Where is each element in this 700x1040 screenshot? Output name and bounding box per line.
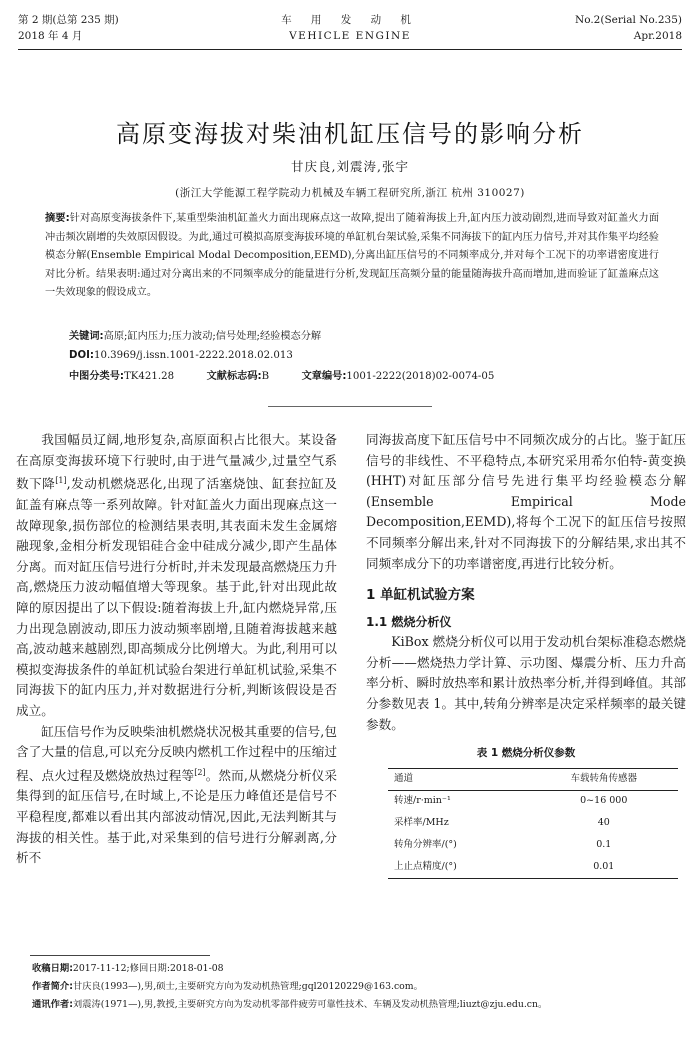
article-number-label: 文章编号: [301,371,347,382]
abstract [45,210,659,303]
abstract-text: 针对高原变海拔条件下,某重型柴油机缸盖火力面出现麻点这一故障,提出了随着海拔上升,缸内压力波动剧烈,进而导致对缸盖火力面冲击频次剧增的失效原因假设。为此,通过可模拟高原变海拔环境的单缸机台架试验,采集不同海拔下的缸内压力信号,并对其作集平均经验模态分解(Ensemble Empirical Modal Decomposition,EEMD),分离出缸压信号的不同频率成分,并对每个工况下的功率谱密度进行对比分析。结果表明:通过对分离出来的不同频率成分的能量进行分析,发现缸压高频分量的能量随海拔升高而增加,进而验证了缸盖麻点这一失效现象的假设成立。 [45,213,660,299]
affiliation: (浙江大学能源工程学院动力机械及车辆工程研究所,浙江 杭州 310027) [175,187,525,199]
parameter-table [388,768,678,879]
abstract-divider [268,406,432,407]
article-number-value: 1001-2222(2018)02-0074-05 [346,371,495,382]
journal-name-en: VEHICLE ENGINE [289,30,411,42]
table-caption: 表 1 燃烧分析仪参数 [476,747,576,760]
table-cell: 0.01 [593,860,615,872]
footnote-author: 作者简介:甘庆良(1993—),男,硕士,主要研究方向为发动机热管理;gql20120229@163.com。 [32,981,423,992]
doc-code-value: B [261,371,270,382]
doc-code-label: 文献标志码: [206,371,262,382]
footnote-corresponding-author: 通讯作者:刘震涛(1971—),男,教授,主要研究方向为发动机零部件疲劳可靠性技术、车辆及发动机热管理;liuzt@zju.edu.cn。 [32,999,548,1010]
table-row [388,790,678,812]
table-cell: 0.1 [596,838,612,850]
table-cell: 转速/r·min⁻¹ [394,795,451,807]
keywords-text: 高原;缸内压力;压力波动;信号处理;经验模态分解 [103,331,322,342]
paragraph: KiBox 燃烧分析仪可以用于发动机台架标准稳态燃烧分析——燃烧热力学计算、示功图、爆震分析、压力升高率分析、瞬时放热率和累计放热率分析,并得到峰值。其部分参数见表 1。其中,转角分辨率是决定采样频率的最关键参数。 [366,634,686,732]
doi-text: 10.3969/j.issn.1001-2222.2018.02.013 [93,350,293,361]
keywords [69,329,321,345]
footnote-divider [30,955,210,956]
serial-date: Apr.2018 [633,30,682,42]
table-row [388,812,678,834]
footnote-dates: 收稿日期:2017-11-12;修回日期:2018-01-08 [32,963,224,974]
clc-label: 中图分类号: [69,371,125,382]
classification [69,369,494,385]
table-header-cell: 通道 [394,772,414,784]
paragraph: 同海拔高度下缸压信号中不同频次成分的占比。鉴于缸压信号的非线性、不平稳特点,本研究采用希尔伯特-黄变换(HHT)对缸压部分信号先进行集平均经验模态分解(Ensemble Empirical Mode Decomposition,EEMD),将每个工况下的缸压信号按照不同频率分解出来,针对不同海拔下的分解结果,求出其不同频率成分下的功率谱密度,再进行比较分析。 [366,432,686,571]
running-header [18,12,682,48]
serial-info [575,12,682,44]
doi-label: DOI: [69,350,94,361]
left-column [16,430,337,869]
journal-name-cn: 车 用 发 动 机 [281,14,419,26]
issue-date: 2018 年 4 月 [18,30,83,42]
right-column [366,430,686,879]
table-row [388,856,678,878]
table-header-row [388,768,678,790]
table-header-cell: 车载转角传感器 [570,772,638,784]
section-heading: 1 单缸机试验方案 [366,587,475,604]
serial-number: No.2(Serial No.235) [575,14,682,26]
paper-title: 高原变海拔对柴油机缸压信号的影响分析 [116,120,584,148]
doi [69,348,293,364]
header-divider [18,49,682,50]
table-cell: 0~16 000 [580,795,628,807]
authors: 甘庆良,刘震涛,张宇 [291,159,409,174]
citation: [2] [194,767,206,777]
table-row [388,834,678,856]
table-cell: 转角分辨率/(°) [394,838,457,850]
keywords-label: 关键词: [69,331,104,342]
clc-value: TK421.28 [124,371,175,382]
abstract-label: 摘要: [45,213,70,224]
table-cell: 上止点精度/(°) [394,860,457,872]
paragraph: 我国幅员辽阔,地形复杂,高原面积占比很大。某设备在高原变海拔环境下行驶时,由于进气量减少,过量空气系数下降[1],发动机燃烧恶化,出现了活塞烧蚀、缸套拉缸及缸盖有麻点等一系列故障。针对缸盖火力面出现麻点这一故障现象,损伤部位的检测结果表明,其表面未发生金属熔融现象,金相分析发现铝硅合金中硅成分减少,即产生晶体分离。而对缸压信号进行分析时,并未发现最高燃烧压力升高,燃烧压力波动幅值增大等现象。基于此,针对出现此故障的原因提出了以下假设:随着海拔上升,缸内燃烧异常,压力出现急剧波动,即压力波动频率剧增,且随着海拔越来越高,波动越来越剧烈,即高频成分比例增大。为此,利用可以模拟变海拔条件的单缸机试验台架进行单缸机试验,采集不同海拔下的缸内压力,并对数据进行分析,判断该假设是否成立。 [16,432,337,718]
table-cell: 40 [597,816,610,828]
subsection-heading: 1.1 燃烧分析仪 [366,615,452,630]
table-cell: 采样率/MHz [394,816,449,828]
issue-number: 第 2 期(总第 235 期) [18,14,119,26]
citation: [1] [55,476,67,486]
paragraph: 缸压信号作为反映柴油机燃烧状况极其重要的信号,包含了大量的信息,可以充分反映内燃机工作过程中的压缩过程、点火过程及燃烧放热过程等[2]。然而,从燃烧分析仪采集得到的缸压信号,在时域上,不论是压力峰值还是信号不平稳程度,都难以看出其内部波动情况,因此,无法判断其与海拔的相关性。基于此,对采集到的信号进行分解剥离,分析不 [16,723,337,866]
